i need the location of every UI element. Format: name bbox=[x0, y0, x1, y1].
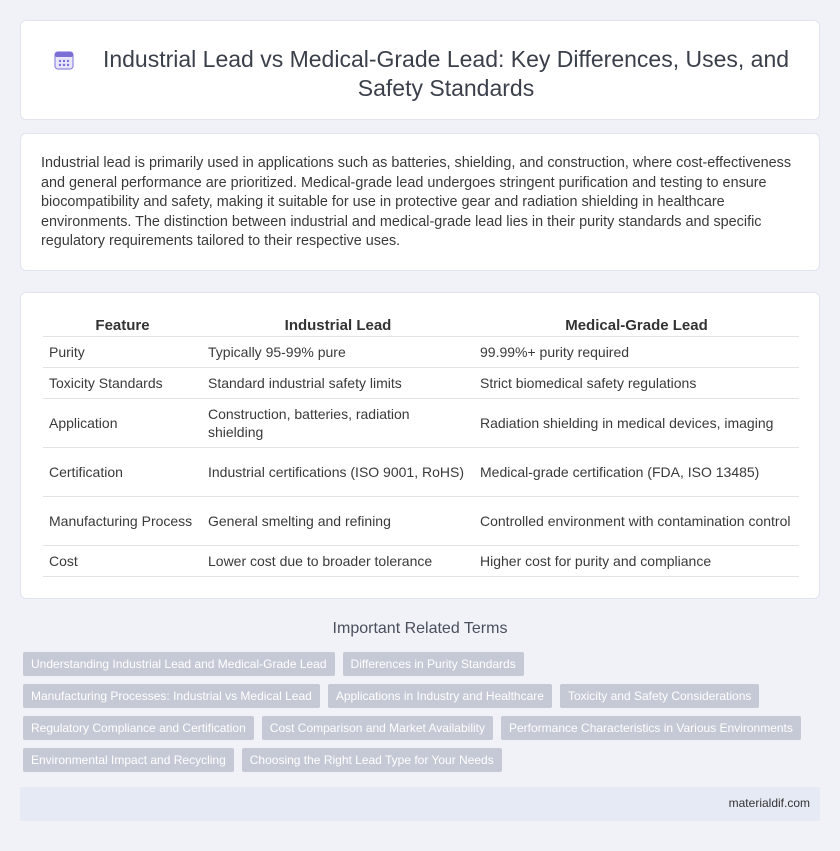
cell-medical: 99.99%+ purity required bbox=[474, 337, 799, 368]
related-term-tag[interactable]: Performance Characteristics in Various Environments bbox=[501, 716, 801, 740]
table-row bbox=[43, 497, 799, 546]
cell-medical: Strict biomedical safety regulations bbox=[474, 368, 799, 399]
related-term-tag[interactable]: Choosing the Right Lead Type for Your Needs bbox=[242, 748, 502, 772]
related-term-tag[interactable]: Differences in Purity Standards bbox=[343, 652, 524, 676]
related-term-tag[interactable]: Understanding Industrial Lead and Medical-Grade Lead bbox=[23, 652, 335, 676]
table-row bbox=[43, 448, 799, 497]
cell-industrial: General smelting and refining bbox=[202, 497, 474, 546]
cell-industrial: Lower cost due to broader tolerance bbox=[202, 546, 474, 577]
footer-bar bbox=[20, 787, 820, 821]
table-row bbox=[43, 368, 799, 399]
cell-feature: Purity bbox=[43, 337, 202, 368]
cell-feature: Toxicity Standards bbox=[43, 368, 202, 399]
related-term-tag[interactable]: Environmental Impact and Recycling bbox=[23, 748, 234, 772]
related-term-tag[interactable]: Regulatory Compliance and Certification bbox=[23, 716, 254, 740]
table-header-row bbox=[43, 309, 799, 337]
intro-card bbox=[20, 133, 820, 271]
page-title: Industrial Lead vs Medical-Grade Lead: Key Differences, Uses, and Safety Standards bbox=[102, 46, 790, 101]
related-term-tag[interactable]: Applications in Industry and Healthcare bbox=[328, 684, 552, 708]
header-card bbox=[20, 20, 820, 120]
related-term-tag[interactable]: Cost Comparison and Market Availability bbox=[262, 716, 493, 740]
cell-medical: Higher cost for purity and compliance bbox=[474, 546, 799, 577]
header-medical: Medical-Grade Lead bbox=[474, 309, 799, 337]
cell-medical: Radiation shielding in medical devices, imaging bbox=[474, 399, 799, 448]
cell-industrial: Typically 95-99% pure bbox=[202, 337, 474, 368]
header-feature: Feature bbox=[43, 309, 202, 337]
cell-medical: Medical-grade certification (FDA, ISO 13485) bbox=[474, 448, 799, 497]
related-terms-title: Important Related Terms bbox=[332, 620, 508, 637]
table-row bbox=[43, 546, 799, 577]
intro-paragraph: Industrial lead is primarily used in applications such as batteries, shielding, and construction, where cost-effectiveness and general performance are prioritized. Medical-grade lead undergoes stringent purification and testing to ensure biocompatibility and safety, making it suitable for use in protective gear and radiation shielding in healthcare environments. The distinction between industrial and medical-grade lead lies in their purity standards and specific regulatory requirements tailored to their respective uses. bbox=[41, 155, 792, 250]
cell-feature: Manufacturing Process bbox=[43, 497, 202, 546]
cell-feature: Certification bbox=[43, 448, 202, 497]
footer-site-link[interactable]: materialdif.com bbox=[728, 796, 810, 810]
comparison-table bbox=[43, 309, 799, 577]
cell-industrial: Industrial certifications (ISO 9001, RoHS) bbox=[202, 448, 474, 497]
related-terms-list bbox=[23, 652, 823, 780]
cell-industrial: Construction, batteries, radiation shielding bbox=[202, 399, 474, 448]
cell-medical: Controlled environment with contamination control bbox=[474, 497, 799, 546]
header-industrial: Industrial Lead bbox=[202, 309, 474, 337]
table-row bbox=[43, 399, 799, 448]
cell-feature: Cost bbox=[43, 546, 202, 577]
cell-feature: Application bbox=[43, 399, 202, 448]
cell-industrial: Standard industrial safety limits bbox=[202, 368, 474, 399]
related-term-tag[interactable]: Manufacturing Processes: Industrial vs Medical Lead bbox=[23, 684, 320, 708]
comparison-table-card bbox=[20, 292, 820, 599]
table-row bbox=[43, 337, 799, 368]
related-term-tag[interactable]: Toxicity and Safety Considerations bbox=[560, 684, 759, 708]
